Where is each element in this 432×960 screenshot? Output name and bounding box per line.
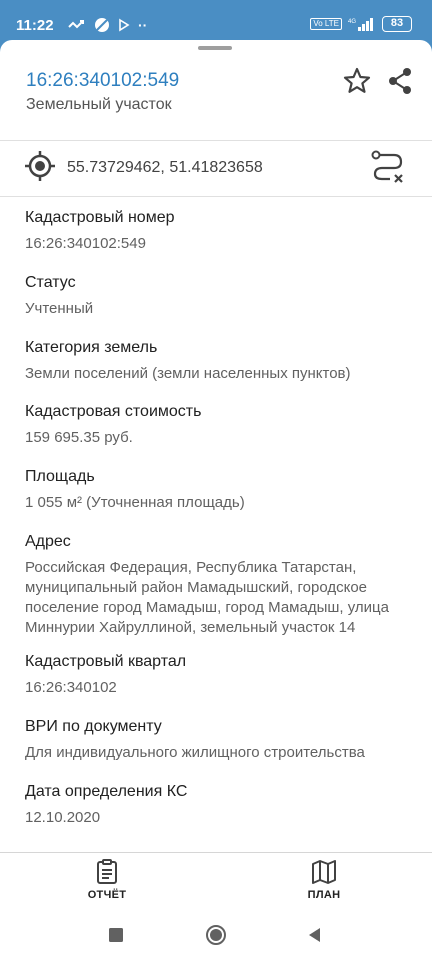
crosshair-icon[interactable] bbox=[24, 150, 56, 182]
field-label: Категория земель bbox=[25, 339, 158, 356]
field-value[interactable]: 16:26:340102 bbox=[25, 679, 117, 696]
field-area bbox=[25, 467, 425, 513]
route-icon[interactable] bbox=[370, 150, 406, 184]
field-label: Статус bbox=[25, 274, 76, 291]
drag-handle[interactable] bbox=[198, 46, 232, 50]
status-icons-right bbox=[310, 16, 412, 32]
field-permitted-use bbox=[25, 717, 425, 763]
field-label: Площадь bbox=[25, 468, 95, 485]
coordinates-row[interactable] bbox=[0, 140, 432, 196]
field-label: Кадастровый квартал bbox=[25, 653, 187, 670]
missed-call-icon bbox=[68, 18, 86, 32]
field-value: Земли поселений (земли населенных пунктов) bbox=[25, 365, 351, 382]
field-value: 1 055 м² (Уточненная площадь) bbox=[25, 494, 245, 511]
status-time: 11:22 bbox=[16, 17, 54, 34]
play-icon bbox=[118, 18, 130, 32]
field-cadastral-number bbox=[25, 208, 425, 254]
tab-report-label: ОТЧЁТ bbox=[87, 889, 127, 901]
tab-report[interactable] bbox=[67, 857, 147, 905]
field-label: Кадастровый номер bbox=[25, 209, 175, 226]
map-icon bbox=[311, 859, 337, 885]
parcel-type: Земельный участок bbox=[26, 96, 172, 113]
field-label: Дата определения КС bbox=[25, 783, 188, 800]
more-notifications-icon: ·· bbox=[138, 17, 148, 33]
share-icon[interactable] bbox=[385, 66, 415, 96]
field-value-date bbox=[25, 782, 425, 828]
bottom-tab-bar bbox=[0, 852, 432, 908]
system-nav-bar bbox=[0, 908, 432, 960]
volte-badge: Vo LTE bbox=[310, 18, 342, 30]
field-status bbox=[25, 273, 425, 319]
home-icon[interactable] bbox=[205, 924, 227, 946]
field-value: 12.10.2020 bbox=[25, 809, 101, 826]
svg-text:4G: 4G bbox=[348, 19, 357, 25]
parcel-title: 16:26:340102:549 bbox=[26, 70, 180, 91]
details-sheet bbox=[0, 40, 432, 852]
field-label: Адрес bbox=[25, 533, 71, 550]
status-icons-left bbox=[68, 17, 147, 33]
field-label: Кадастровая стоимость bbox=[25, 403, 202, 420]
field-address bbox=[25, 532, 425, 638]
field-cadastral-quarter bbox=[25, 652, 425, 698]
field-cadastral-value bbox=[25, 402, 425, 448]
tab-plan-label: ПЛАН bbox=[307, 889, 341, 901]
field-label: ВРИ по документу bbox=[25, 718, 162, 735]
tab-plan[interactable] bbox=[284, 857, 364, 905]
clipboard-icon bbox=[94, 859, 120, 885]
star-icon[interactable] bbox=[342, 66, 372, 96]
battery-icon: 83 bbox=[382, 16, 412, 32]
signal-icon bbox=[348, 16, 376, 32]
field-value: Российская Федерация, Республика Татарстан, муниципальный район Мамадышский, городское поселение город Мамадыш, город Мамадыш, улица Миннурии Хайруллиной, земельный участок 14 bbox=[25, 559, 389, 636]
blocked-icon bbox=[94, 17, 110, 33]
field-value: Учтенный bbox=[25, 300, 94, 317]
field-value: Для индивидуального жилищного строительства bbox=[25, 744, 365, 761]
recent-apps-icon[interactable] bbox=[105, 924, 127, 946]
coordinates-text[interactable]: 55.73729462, 51.41823658 bbox=[67, 159, 263, 176]
divider bbox=[0, 196, 432, 197]
back-icon[interactable] bbox=[304, 924, 326, 946]
field-land-category bbox=[25, 338, 425, 384]
field-value[interactable]: 16:26:340102:549 bbox=[25, 235, 146, 252]
field-value: 159 695.35 руб. bbox=[25, 429, 133, 446]
